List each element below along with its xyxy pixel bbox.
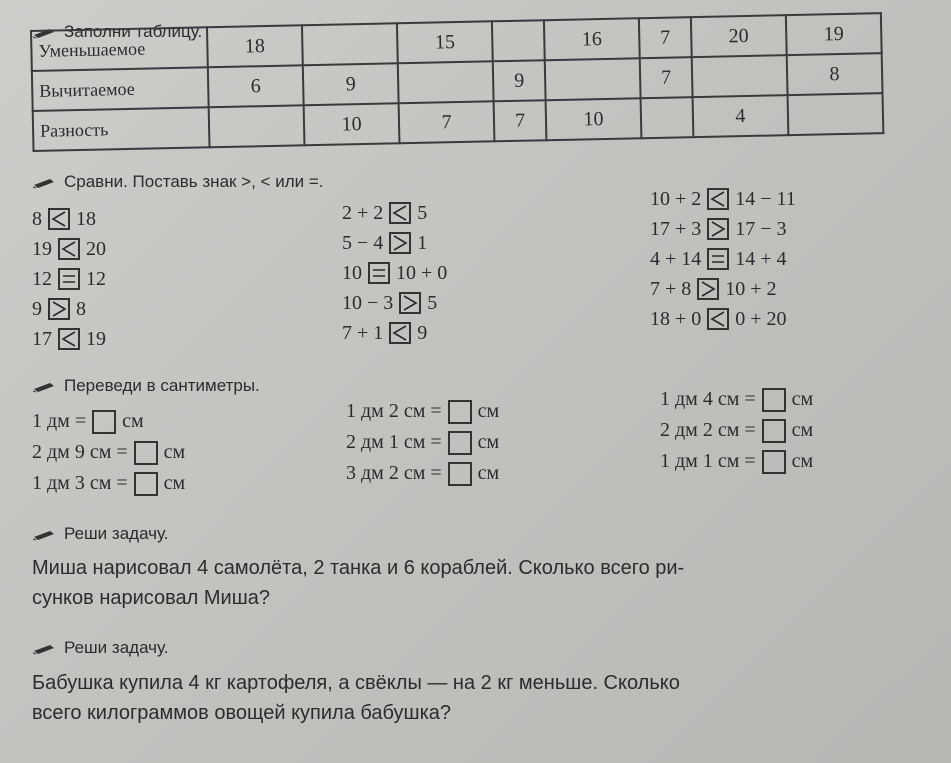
compare-right: 20 (86, 237, 106, 260)
compare-item (650, 304, 796, 334)
compare-column-2 (342, 198, 447, 348)
convert-item (346, 396, 499, 427)
convert-expression: 2 дм 2 см = (660, 419, 756, 441)
compare-item (32, 204, 106, 234)
compare-right: 9 (417, 321, 428, 344)
compare-right: 5 (417, 201, 428, 224)
convert-column-3 (660, 384, 813, 477)
answer-box[interactable] (448, 431, 472, 455)
row-label: Вычитаемое (32, 67, 209, 111)
convert-item (32, 406, 185, 437)
row-label: Уменьшаемое (31, 27, 208, 71)
compare-left: 19 (32, 237, 52, 260)
sign-box[interactable] (58, 268, 80, 290)
answer-box[interactable] (134, 441, 158, 465)
sign-box[interactable] (707, 188, 729, 210)
table-cell[interactable]: 8 (787, 53, 883, 95)
table-cell[interactable] (398, 61, 494, 103)
convert-expression: 1 дм 4 см = (660, 388, 756, 410)
task4-heading (32, 524, 169, 544)
compare-left: 10 − 3 (342, 291, 394, 314)
table-cell[interactable] (787, 93, 883, 135)
sign-box[interactable] (58, 328, 80, 350)
convert-expression: 1 дм = (32, 410, 87, 432)
table-cell[interactable]: 7 (639, 17, 692, 58)
convert-expression: 1 дм 2 см = (346, 400, 442, 422)
task5-text (32, 668, 932, 728)
compare-left: 5 − 4 (342, 231, 384, 254)
table-cell[interactable]: 4 (692, 95, 788, 137)
unit-label: см (791, 450, 814, 472)
sign-box[interactable] (389, 202, 411, 224)
table-cell[interactable]: 9 (493, 60, 546, 101)
task5-line-1: Бабушка купила 4 кг картофеля, а свёклы — на 2 кг меньше. Сколько (32, 672, 680, 694)
unit-label: см (477, 431, 500, 453)
compare-left: 10 (342, 261, 362, 284)
compare-left: 4 + 14 (650, 247, 702, 270)
compare-left: 7 + 1 (342, 321, 384, 344)
unit-label: см (163, 472, 186, 494)
compare-left: 10 + 2 (650, 187, 702, 210)
table-cell[interactable]: 10 (304, 103, 400, 145)
compare-item (650, 274, 796, 304)
compare-column-3 (650, 184, 796, 334)
compare-right: 14 − 11 (735, 187, 796, 210)
task5-heading-text: Реши задачу. (64, 638, 169, 657)
table-cell[interactable] (692, 55, 788, 97)
answer-box[interactable] (448, 462, 472, 486)
sign-box[interactable] (707, 218, 729, 240)
sign-box[interactable] (697, 278, 719, 300)
table-cell[interactable]: 16 (544, 18, 640, 60)
row-label: Разность (33, 107, 210, 151)
convert-item (660, 384, 813, 415)
compare-item (650, 244, 796, 274)
task4-line-1: Миша нарисовал 4 самолёта, 2 танка и 6 кораблей. Сколько всего ри- (32, 557, 685, 579)
compare-item (342, 288, 447, 318)
sign-box[interactable] (48, 208, 70, 230)
table-cell[interactable]: 20 (691, 15, 787, 57)
unit-label: см (477, 400, 500, 422)
table-cell[interactable]: 10 (546, 98, 642, 140)
fill-table (30, 12, 884, 152)
unit-label: см (122, 410, 144, 432)
task3-heading (32, 376, 260, 396)
table-cell[interactable]: 7 (399, 101, 495, 143)
table-cell[interactable] (302, 23, 398, 65)
sign-box[interactable] (707, 308, 729, 330)
table-cell[interactable] (209, 105, 305, 147)
sign-box[interactable] (707, 248, 729, 270)
sign-box[interactable] (48, 298, 70, 320)
compare-right: 1 (417, 231, 428, 254)
sign-box[interactable] (389, 232, 411, 254)
compare-left: 17 (32, 327, 52, 350)
compare-column-1 (32, 204, 106, 354)
unit-label: см (791, 388, 814, 410)
task4-line-2: сунков нарисовал Миша? (32, 587, 271, 609)
compare-item (342, 318, 447, 348)
compare-right: 12 (86, 267, 106, 290)
compare-item (342, 228, 447, 258)
compare-right: 17 − 3 (735, 217, 787, 240)
convert-expression: 2 дм 1 см = (346, 431, 442, 453)
table-cell[interactable]: 9 (303, 63, 399, 105)
answer-box[interactable] (762, 450, 786, 474)
compare-left: 8 (32, 207, 42, 230)
compare-right: 5 (427, 291, 438, 314)
pencil-icon (32, 379, 58, 393)
convert-expression: 1 дм 3 см = (32, 472, 128, 494)
unit-label: см (163, 441, 186, 463)
table-cell[interactable]: 15 (397, 21, 493, 63)
answer-box[interactable] (92, 410, 116, 434)
convert-column-1 (32, 406, 185, 499)
sign-box[interactable] (399, 292, 421, 314)
convert-item (32, 437, 185, 468)
task4-heading-text: Реши задачу. (64, 524, 169, 543)
compare-right: 0 + 20 (735, 307, 787, 330)
convert-expression: 1 дм 1 см = (660, 450, 756, 472)
task5-heading (32, 638, 169, 658)
unit-label: см (477, 462, 500, 484)
table-cell[interactable] (641, 97, 694, 138)
convert-item (346, 427, 499, 458)
table-cell[interactable]: 7 (494, 100, 547, 141)
table-cell[interactable] (545, 58, 641, 100)
table-cell[interactable] (492, 20, 545, 61)
compare-item (650, 214, 796, 244)
task2-heading-text: Сравни. Поставь знак >, < или =. (64, 172, 324, 191)
task3-heading-text: Переведи в сантиметры. (64, 376, 260, 395)
answer-box[interactable] (134, 472, 158, 496)
compare-right: 8 (76, 297, 86, 320)
compare-left: 9 (32, 297, 42, 320)
convert-item (660, 446, 813, 477)
compare-item (342, 258, 447, 288)
convert-expression: 3 дм 2 см = (346, 462, 442, 484)
table-cell[interactable]: 7 (640, 57, 693, 98)
sign-box[interactable] (58, 238, 80, 260)
compare-left: 17 + 3 (650, 217, 702, 240)
answer-box[interactable] (762, 388, 786, 412)
unit-label: см (791, 419, 814, 441)
convert-item (346, 458, 499, 489)
compare-left: 18 + 0 (650, 307, 702, 330)
compare-left: 2 + 2 (342, 201, 384, 224)
answer-box[interactable] (448, 400, 472, 424)
convert-item (32, 468, 185, 499)
convert-column-2 (346, 396, 499, 489)
compare-right: 18 (76, 207, 96, 230)
table-cell[interactable]: 18 (207, 25, 303, 67)
compare-left: 12 (32, 267, 52, 290)
compare-right: 14 + 4 (735, 247, 787, 270)
task2-heading (32, 172, 324, 192)
table-cell[interactable]: 6 (208, 65, 304, 107)
table-cell[interactable]: 19 (786, 13, 882, 55)
answer-box[interactable] (762, 419, 786, 443)
compare-right: 19 (86, 327, 106, 350)
compare-item (650, 184, 796, 214)
compare-item (342, 198, 447, 228)
compare-item (32, 324, 106, 354)
convert-item (660, 415, 813, 446)
compare-right: 10 + 2 (725, 277, 777, 300)
task1-heading-text: Заполни таблицу. (64, 22, 203, 41)
compare-item (32, 264, 106, 294)
pencil-icon (32, 175, 58, 189)
pencil-icon (32, 641, 58, 655)
compare-left: 7 + 8 (650, 277, 692, 300)
compare-item (32, 234, 106, 264)
compare-item (32, 294, 106, 324)
sign-box[interactable] (368, 262, 390, 284)
sign-box[interactable] (389, 322, 411, 344)
task4-text (32, 553, 932, 613)
task5-line-2: всего килограммов овощей купила бабушка? (32, 702, 452, 724)
pencil-icon (32, 527, 58, 541)
convert-expression: 2 дм 9 см = (32, 441, 128, 463)
compare-right: 10 + 0 (396, 261, 448, 284)
